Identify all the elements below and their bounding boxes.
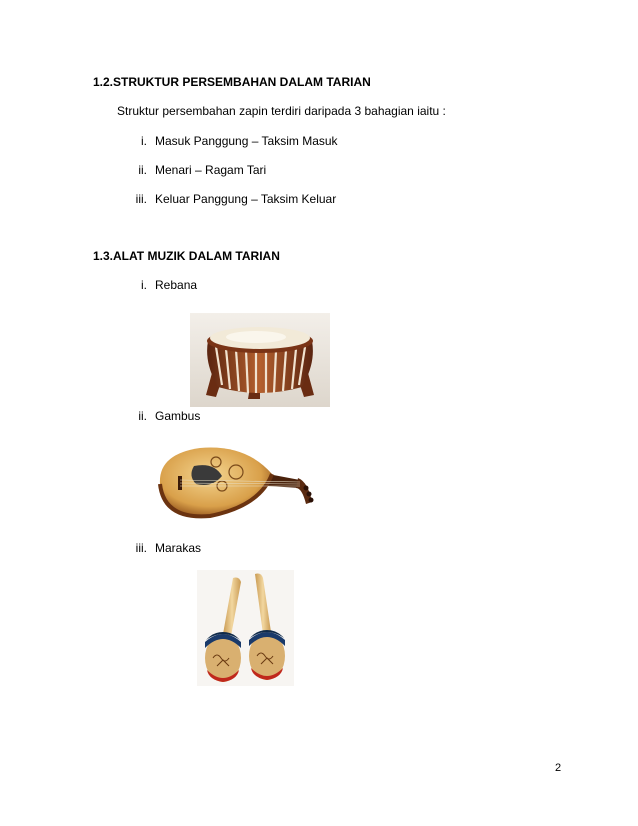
list-numeral: i.	[141, 134, 147, 148]
list-numeral: i.	[141, 278, 147, 292]
list-item: Keluar Panggung – Taksim Keluar	[155, 192, 337, 206]
section-1-2-heading	[93, 75, 371, 89]
section-intro-text: Struktur persembahan zapin terdiri daripada 3 bahagian iaitu :	[117, 104, 446, 118]
section-number: 1.2.	[93, 75, 114, 89]
page-number: 2	[555, 762, 562, 774]
section-title: ALAT MUZIK DALAM TARIAN	[113, 249, 280, 263]
list-numeral: iii.	[135, 541, 147, 555]
section-1-3-heading	[93, 249, 280, 263]
section-number: 1.3.	[93, 249, 114, 263]
gambus-lute-image	[150, 436, 320, 528]
rebana-drum-image	[190, 313, 330, 407]
instrument-name: Gambus	[155, 409, 201, 423]
marakas-image	[197, 570, 294, 686]
list-numeral: iii.	[135, 192, 147, 206]
section-title: STRUKTUR PERSEMBAHAN DALAM TARIAN	[113, 75, 371, 89]
instrument-name: Marakas	[155, 541, 202, 555]
instrument-name: Rebana	[155, 278, 198, 292]
list-numeral: ii.	[138, 163, 147, 177]
list-item: Masuk Panggung – Taksim Masuk	[155, 134, 338, 148]
list-numeral: ii.	[138, 409, 147, 423]
list-item: Menari – Ragam Tari	[155, 163, 267, 177]
